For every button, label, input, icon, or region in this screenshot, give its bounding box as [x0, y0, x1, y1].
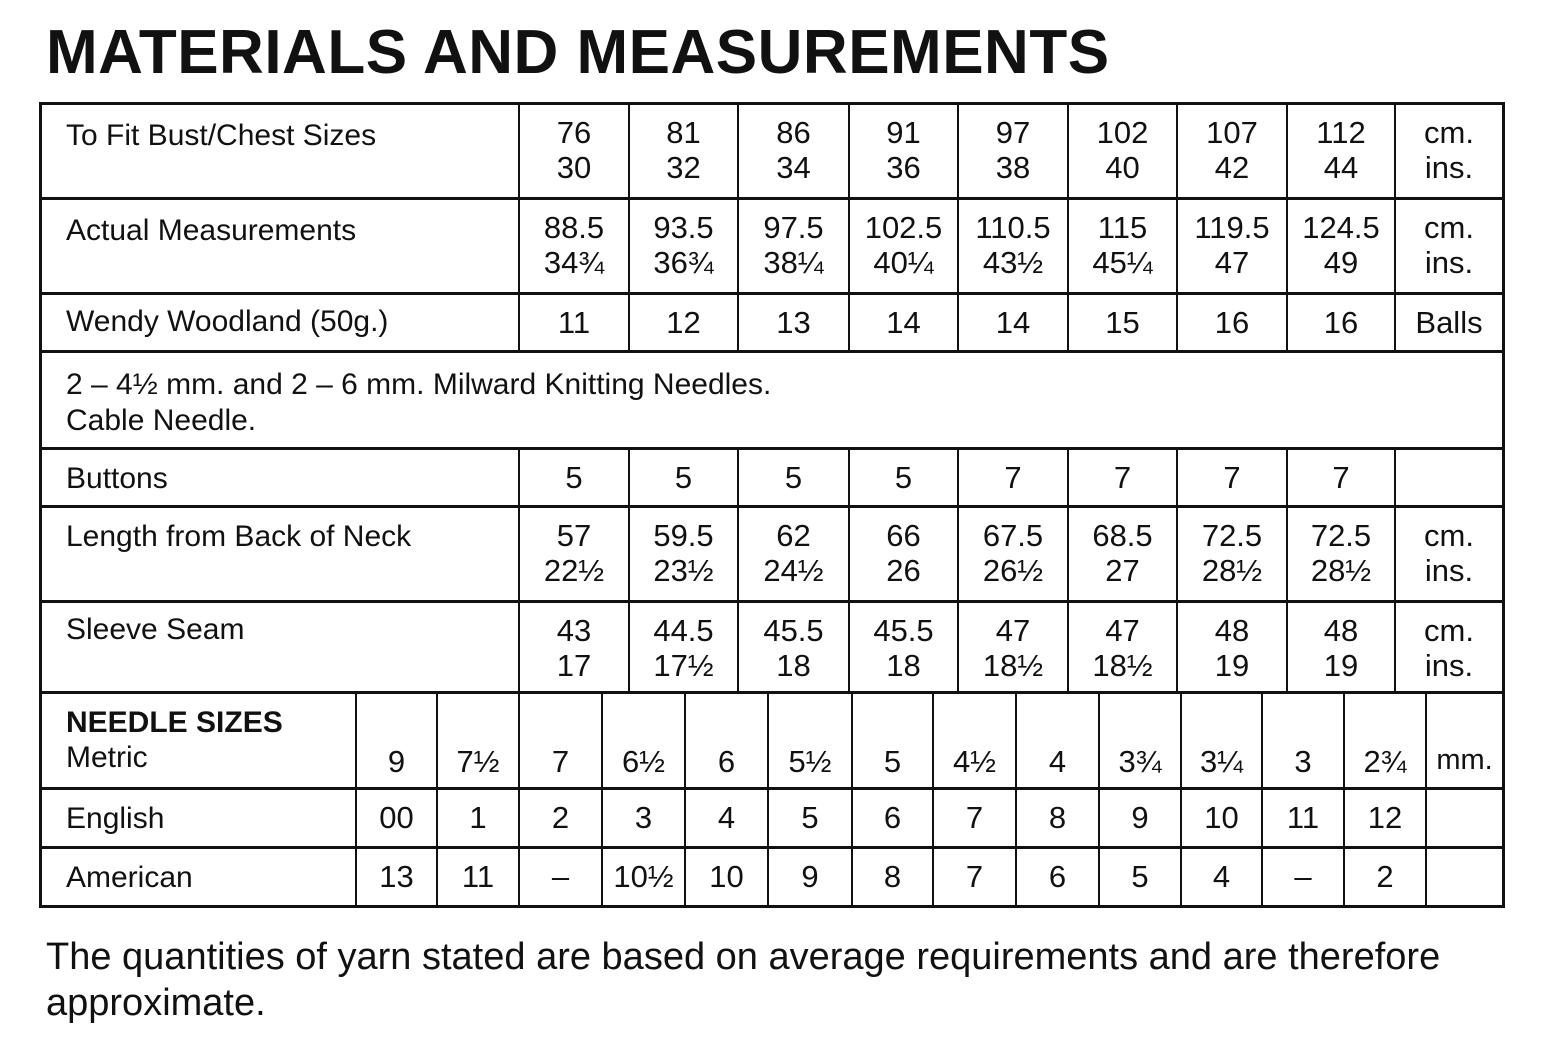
needle-value-cell [684, 790, 767, 846]
table-row [42, 200, 1502, 295]
cell-value: 14 [995, 304, 1031, 340]
size-value-cell [628, 603, 737, 691]
needle-value-cell [767, 790, 851, 846]
unit-cell [1394, 295, 1502, 350]
cell-value: 14 [886, 304, 921, 340]
cell-value: 7 [965, 859, 984, 894]
cell-value: 1 [469, 800, 487, 835]
size-value-cell [518, 105, 628, 197]
needle-value-cell [1098, 694, 1180, 787]
needle-value-cell [1261, 790, 1343, 846]
cell-value: – [1294, 859, 1312, 894]
size-value-cell [1286, 603, 1394, 691]
cell-value: 11 [1286, 800, 1320, 835]
cell-value: cm. [1424, 518, 1474, 554]
size-value-cell [957, 508, 1067, 600]
size-value-cell [628, 200, 737, 292]
needles-line: Cable Needle. [66, 404, 257, 437]
cell-value: 4 [1048, 744, 1067, 779]
cell-value: 91 [886, 115, 921, 151]
table-row [42, 450, 1502, 508]
size-value-cell [957, 200, 1067, 292]
size-value-cell [957, 450, 1067, 505]
cell-value: – [551, 859, 570, 894]
cell-value: 18½ [982, 647, 1044, 683]
table-row [42, 508, 1502, 603]
size-value-cell [1286, 295, 1394, 350]
cell-value: 4½ [952, 744, 997, 779]
cell-value: 7 [1004, 459, 1022, 495]
size-value-cell [518, 508, 628, 600]
size-value-cell [848, 105, 957, 197]
cell-value: 16 [1323, 304, 1359, 340]
size-value-cell [518, 603, 628, 691]
cell-value: 44 [1323, 150, 1359, 186]
cell-value: cm. [1424, 612, 1474, 648]
size-value-cell [628, 295, 737, 350]
row-label [66, 706, 283, 775]
cell-value: 72.5 [1310, 518, 1372, 554]
size-value-cell [1176, 508, 1286, 600]
needle-value-cell [355, 849, 436, 908]
needle-value-cell [684, 694, 767, 787]
cell-value: 112 [1316, 115, 1366, 151]
cell-value: 5 [883, 744, 902, 779]
unit-cell [1425, 694, 1502, 787]
cell-value: cm. [1424, 210, 1474, 246]
row-label: Length from Back of Neck [66, 520, 412, 553]
needle-value-cell [851, 694, 932, 787]
cell-value: 8 [883, 859, 902, 894]
cell-value: 38 [995, 150, 1031, 186]
cell-value: 6½ [621, 744, 666, 779]
size-value-cell [737, 295, 848, 350]
size-value-cell [1067, 200, 1176, 292]
cell-value: 88.5 [543, 210, 605, 246]
needles-line: 2 – 4½ mm. and 2 – 6 mm. Milward Knitting Needles. [66, 368, 772, 401]
size-value-cell [848, 200, 957, 292]
size-value-cell [628, 105, 737, 197]
cell-value: 10½ [613, 859, 674, 894]
table-row [42, 603, 1502, 694]
needle-value-cell [1343, 694, 1425, 787]
cell-value: 7 [551, 744, 570, 779]
cell-value: 5 [565, 459, 583, 495]
cell-value: 68.5 [1092, 518, 1153, 554]
cell-value: 16 [1214, 304, 1250, 340]
cell-value: 27 [1105, 553, 1140, 589]
cell-value: 26½ [982, 553, 1044, 589]
size-value-cell [1286, 450, 1394, 505]
needle-value-cell [601, 694, 684, 787]
needle-value-cell [1098, 790, 1180, 846]
needle-value-cell [436, 790, 518, 846]
size-value-cell [737, 105, 848, 197]
unit-cell [1425, 849, 1502, 908]
cell-value: 4 [1212, 859, 1231, 894]
cell-value: 11 [557, 304, 591, 340]
cell-value: 124.5 [1302, 210, 1380, 246]
needle-value-cell [518, 694, 601, 787]
cell-value: 17½ [653, 647, 714, 683]
cell-value: 5 [674, 459, 693, 495]
cell-value: 8 [1048, 800, 1067, 835]
cell-value: 12 [1367, 800, 1403, 835]
cell-value: 7½ [456, 744, 500, 779]
size-value-cell [848, 508, 957, 600]
measurements-table [39, 102, 1505, 908]
needle-value-cell [932, 849, 1015, 908]
cell-value: 3¾ [1118, 744, 1162, 779]
cell-value: ins. [1424, 553, 1474, 589]
cell-value: 36 [886, 150, 921, 186]
cell-value: 34¾ [543, 245, 605, 281]
needle-value-cell [767, 694, 851, 787]
cell-value: 18 [776, 647, 811, 683]
needle-size-row [42, 790, 1502, 849]
needle-value-cell [1343, 790, 1425, 846]
cell-value: 28½ [1201, 553, 1263, 589]
cell-value: 23½ [653, 553, 714, 589]
cell-value: 7 [965, 800, 984, 835]
size-value-cell [737, 450, 848, 505]
cell-value: 66 [886, 518, 921, 554]
needle-value-cell [601, 790, 684, 846]
cell-value: 5 [784, 459, 803, 495]
cell-value: 107 [1206, 115, 1258, 151]
row-label: To Fit Bust/Chest Sizes [66, 119, 377, 152]
cell-value: 57 [556, 518, 592, 554]
cell-value: 47 [995, 612, 1031, 648]
needle-value-cell [851, 849, 932, 908]
size-value-cell [518, 450, 628, 505]
cell-value: Balls [1415, 304, 1483, 340]
cell-value: 7 [1223, 459, 1241, 495]
size-value-cell [628, 450, 737, 505]
cell-value: 45¼ [1092, 245, 1153, 281]
cell-value: 19 [1214, 647, 1250, 683]
cell-value: 76 [556, 115, 592, 151]
cell-value: 7 [1113, 459, 1132, 495]
cell-value: 102 [1096, 115, 1149, 151]
unit-cell [1394, 450, 1502, 505]
cell-value: 18 [886, 647, 921, 683]
size-value-cell [1286, 105, 1394, 197]
cell-value: 115 [1097, 210, 1148, 246]
needle-row-label: American [66, 861, 193, 894]
size-value-cell [848, 450, 957, 505]
cell-value: 3 [634, 800, 653, 835]
size-value-cell [518, 200, 628, 292]
needle-value-cell [1015, 849, 1098, 908]
cell-value: 38¼ [763, 245, 824, 281]
cell-value: 47 [1105, 612, 1140, 648]
cell-value: 45.5 [873, 612, 934, 648]
unit-cell [1425, 790, 1502, 846]
size-value-cell [1286, 508, 1394, 600]
unit-cell [1394, 508, 1502, 600]
size-value-cell [957, 105, 1067, 197]
size-value-cell [1176, 603, 1286, 691]
size-value-cell [1067, 603, 1176, 691]
row-label: Actual Measurements [66, 214, 357, 247]
size-value-cell [1286, 200, 1394, 292]
cell-value: 49 [1323, 245, 1359, 281]
cell-value: 119.5 [1194, 210, 1270, 246]
size-value-cell [848, 603, 957, 691]
needles-text [66, 367, 771, 439]
row-label: Buttons [66, 462, 168, 495]
cell-value: 43 [556, 612, 592, 648]
size-value-cell [1176, 295, 1286, 350]
cell-value: 6 [883, 800, 902, 835]
size-value-cell [1067, 450, 1176, 505]
cell-value: 11 [461, 859, 495, 894]
size-value-cell [1176, 105, 1286, 197]
needle-row-label: English [66, 802, 165, 835]
cell-value: 17 [556, 647, 592, 683]
size-value-cell [1067, 105, 1176, 197]
needle-value-cell [355, 790, 436, 846]
cell-value: 2 [1376, 859, 1394, 894]
cell-value: 5 [1131, 859, 1149, 894]
needle-value-cell [518, 849, 601, 908]
cell-value: 6 [717, 744, 736, 779]
cell-value: ins. [1424, 150, 1474, 186]
size-value-cell [628, 508, 737, 600]
cell-value: 22½ [543, 553, 605, 589]
cell-value: 42 [1214, 150, 1250, 186]
cell-value: 3¼ [1199, 744, 1244, 779]
cell-value: 48 [1323, 612, 1359, 648]
needle-value-cell [436, 849, 518, 908]
row-label: Wendy Woodland (50g.) [66, 305, 389, 338]
cell-value: 67.5 [982, 518, 1044, 554]
cell-value: 26 [886, 553, 921, 589]
needle-value-cell [355, 694, 436, 787]
needle-value-cell [436, 694, 518, 787]
size-value-cell [957, 295, 1067, 350]
size-value-cell [737, 508, 848, 600]
cell-value: 24½ [763, 553, 824, 589]
needle-value-cell [1098, 849, 1180, 908]
cell-value: 34 [776, 150, 811, 186]
cell-value: 44.5 [653, 612, 714, 648]
needle-value-cell [1180, 694, 1261, 787]
cell-value: 12 [666, 304, 701, 340]
cell-value: 5½ [788, 744, 832, 779]
size-value-cell [737, 200, 848, 292]
cell-value: 40¼ [873, 245, 934, 281]
needle-value-cell [1261, 694, 1343, 787]
needle-value-cell [932, 790, 1015, 846]
cell-value: 19 [1323, 647, 1359, 683]
cell-value: 45.5 [763, 612, 824, 648]
cell-value: 2 [551, 800, 570, 835]
cell-value: 97.5 [763, 210, 824, 246]
cell-value: 3 [1294, 744, 1312, 779]
needle-value-cell [1261, 849, 1343, 908]
cell-value: 9 [801, 859, 819, 894]
cell-value: 59.5 [653, 518, 714, 554]
size-value-cell [1067, 295, 1176, 350]
needle-value-cell [684, 849, 767, 908]
cell-value: 10 [709, 859, 744, 894]
cell-value: 32 [666, 150, 701, 186]
cell-value: 13 [379, 859, 414, 894]
cell-value: 62 [776, 518, 811, 554]
needle-value-cell [1180, 790, 1261, 846]
needle-value-cell [518, 790, 601, 846]
footnote: The quantities of yarn stated are based on average requirements and are therefore approximate. [46, 936, 1441, 1025]
size-value-cell [1176, 200, 1286, 292]
row-label: Sleeve Seam [66, 613, 245, 646]
size-value-cell [1176, 450, 1286, 505]
size-value-cell [518, 295, 628, 350]
cell-value: ins. [1424, 245, 1474, 281]
unit-cell [1394, 603, 1502, 691]
cell-value: 10 [1204, 800, 1239, 835]
cell-value: 9 [387, 744, 406, 779]
cell-value: 48 [1214, 612, 1250, 648]
cell-value: 9 [1131, 800, 1149, 835]
cell-value: 2¾ [1363, 744, 1407, 779]
needle-value-cell [1015, 790, 1098, 846]
cell-value: 6 [1048, 859, 1067, 894]
cell-value: 4 [717, 800, 736, 835]
needle-size-row [42, 694, 1502, 790]
cell-value: 72.5 [1201, 518, 1263, 554]
cell-value: 47 [1214, 245, 1250, 281]
cell-value: 28½ [1310, 553, 1372, 589]
unit-cell [1394, 200, 1502, 292]
cell-value: 18½ [1092, 647, 1153, 683]
page-title: MATERIALS AND MEASUREMENTS [46, 18, 1110, 87]
needle-value-cell [1015, 694, 1098, 787]
cell-value: 81 [666, 115, 701, 151]
unit-cell [1394, 105, 1502, 197]
cell-value: 97 [995, 115, 1031, 151]
needles-row [42, 353, 1502, 450]
needle-value-cell [767, 849, 851, 908]
size-value-cell [848, 295, 957, 350]
size-value-cell [737, 603, 848, 691]
cell-value: 43½ [982, 245, 1044, 281]
table-row [42, 105, 1502, 200]
needle-value-cell [601, 849, 684, 908]
cell-value: cm. [1424, 115, 1474, 151]
cell-value: mm. [1436, 744, 1493, 776]
needle-sizes-heading: NEEDLE SIZES [66, 706, 283, 739]
table-row [42, 295, 1502, 353]
cell-value: 36¾ [653, 245, 714, 281]
cell-value: 7 [1332, 459, 1350, 495]
cell-value: 40 [1105, 150, 1140, 186]
cell-value: 00 [379, 800, 414, 835]
cell-value: 5 [894, 459, 913, 495]
cell-value: 15 [1105, 304, 1140, 340]
cell-value: 30 [556, 150, 592, 186]
needle-value-cell [1343, 849, 1425, 908]
cell-value: ins. [1424, 647, 1474, 683]
needle-size-row [42, 849, 1502, 908]
needle-value-cell [1180, 849, 1261, 908]
size-value-cell [957, 603, 1067, 691]
needle-value-cell [851, 790, 932, 846]
cell-value: 5 [801, 800, 819, 835]
size-value-cell [1067, 508, 1176, 600]
cell-value: 13 [776, 304, 811, 340]
cell-value: 93.5 [653, 210, 714, 246]
cell-value: 86 [776, 115, 811, 151]
needle-row-label: Metric [66, 740, 148, 774]
cell-value: 102.5 [864, 210, 943, 246]
needle-value-cell [932, 694, 1015, 787]
cell-value: 110.5 [975, 210, 1051, 246]
